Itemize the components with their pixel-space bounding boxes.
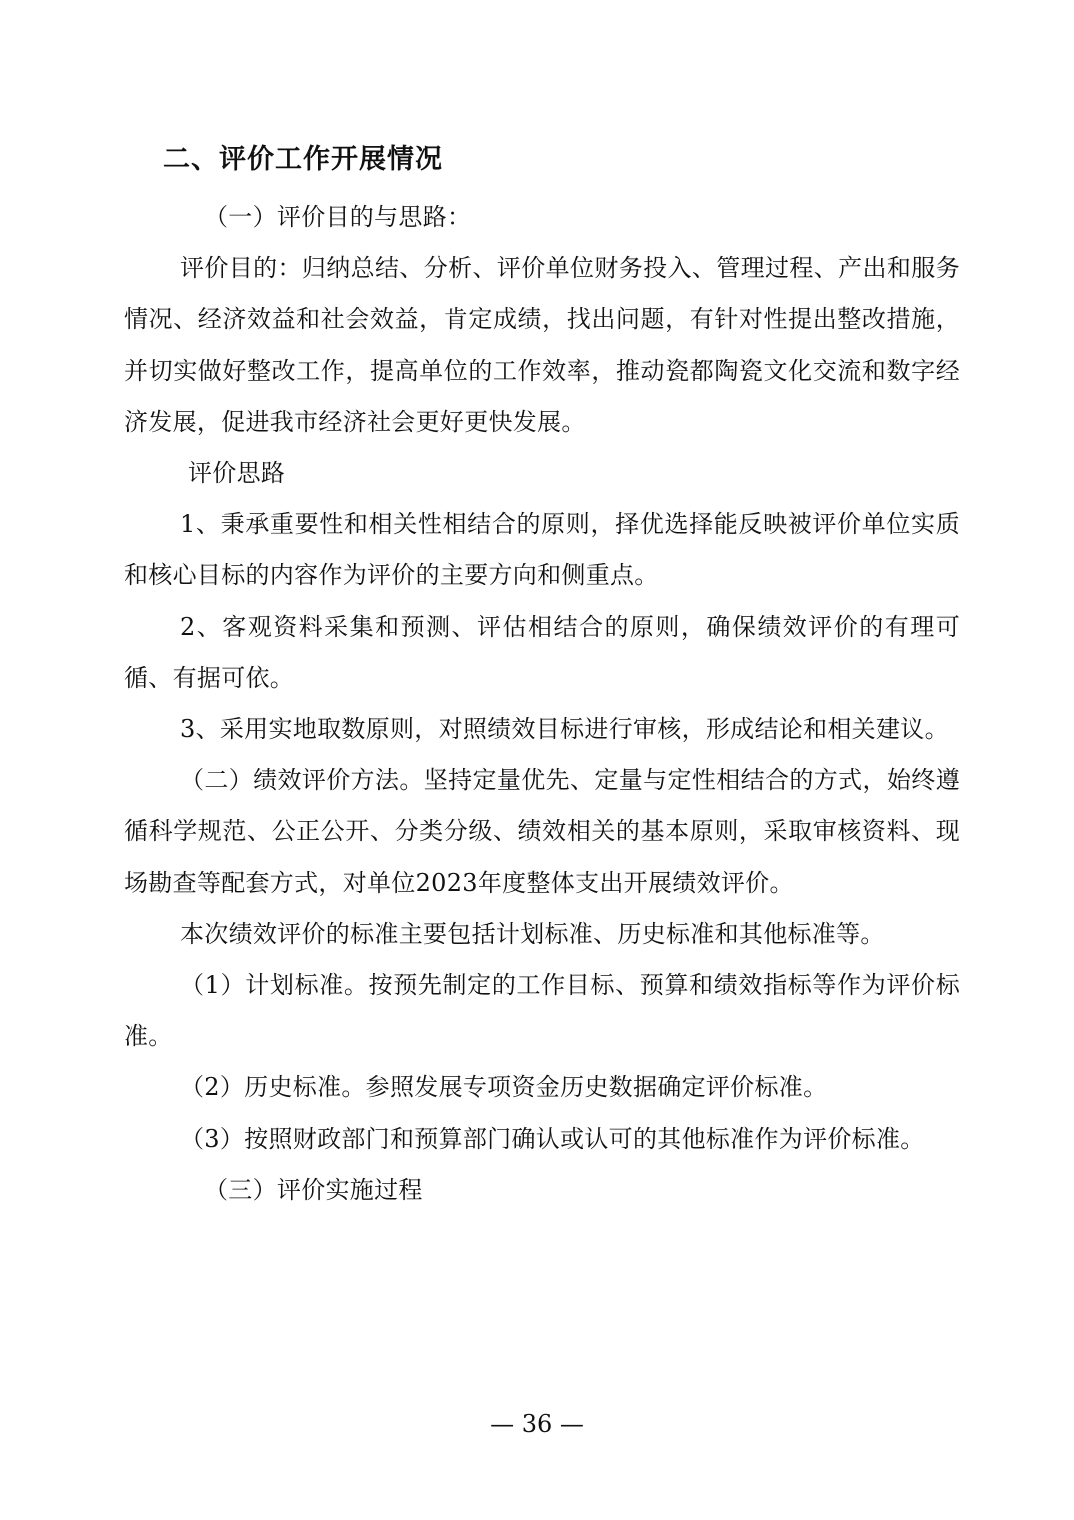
paragraph: （1）计划标准。按预先制定的工作目标、预算和绩效指标等作为评价标准。 (124, 971, 960, 1051)
page-number: — 36 — (490, 1410, 584, 1438)
paragraph: （3）按照财政部门和预算部门确认或认可的其他标准作为评价标准。 (180, 1124, 925, 1153)
paragraph: （二）绩效评价方法。坚持定量优先、定量与定性相结合的方式，始终遵循科学规范、公正公开、分类分级、绩效相关的基本原则，采取审核资料、现场勘查等配套方式，对单位2023年度整体支出开展绩效评价。 (124, 766, 960, 897)
paragraph: （2）历史标准。参照发展专项资金历史数据确定评价标准。 (180, 1073, 828, 1102)
body-text (124, 192, 960, 1216)
paragraph: 评价目的：归纳总结、分析、评价单位财务投入、管理过程、产出和服务情况、经济效益和社会效益，肯定成绩，找出问题，有针对性提出整改措施，并切实做好整改工作，提高单位的工作效率，推动瓷都陶瓷文化交流和数字经济发展，促进我市经济社会更好更快发展。 (124, 254, 960, 436)
section-heading: 二、评价工作开展情况 (163, 144, 443, 175)
paragraph: 评价思路 (188, 459, 286, 488)
paragraph: 1、秉承重要性和相关性相结合的原则，择优选择能反映被评价单位实质和核心目标的内容作为评价的主要方向和侧重点。 (124, 510, 960, 590)
paragraph: 3、采用实地取数原则，对照绩效目标进行审核，形成结论和相关建议。 (180, 715, 949, 744)
paragraph: 本次绩效评价的标准主要包括计划标准、历史标准和其他标准等。 (180, 919, 885, 948)
paragraph: 2、客观资料采集和预测、评估相结合的原则，确保绩效评价的有理可循、有据可依。 (124, 612, 960, 692)
paragraph: （一）评价目的与思路： (204, 203, 472, 231)
paragraph: （三）评价实施过程 (204, 1175, 423, 1204)
